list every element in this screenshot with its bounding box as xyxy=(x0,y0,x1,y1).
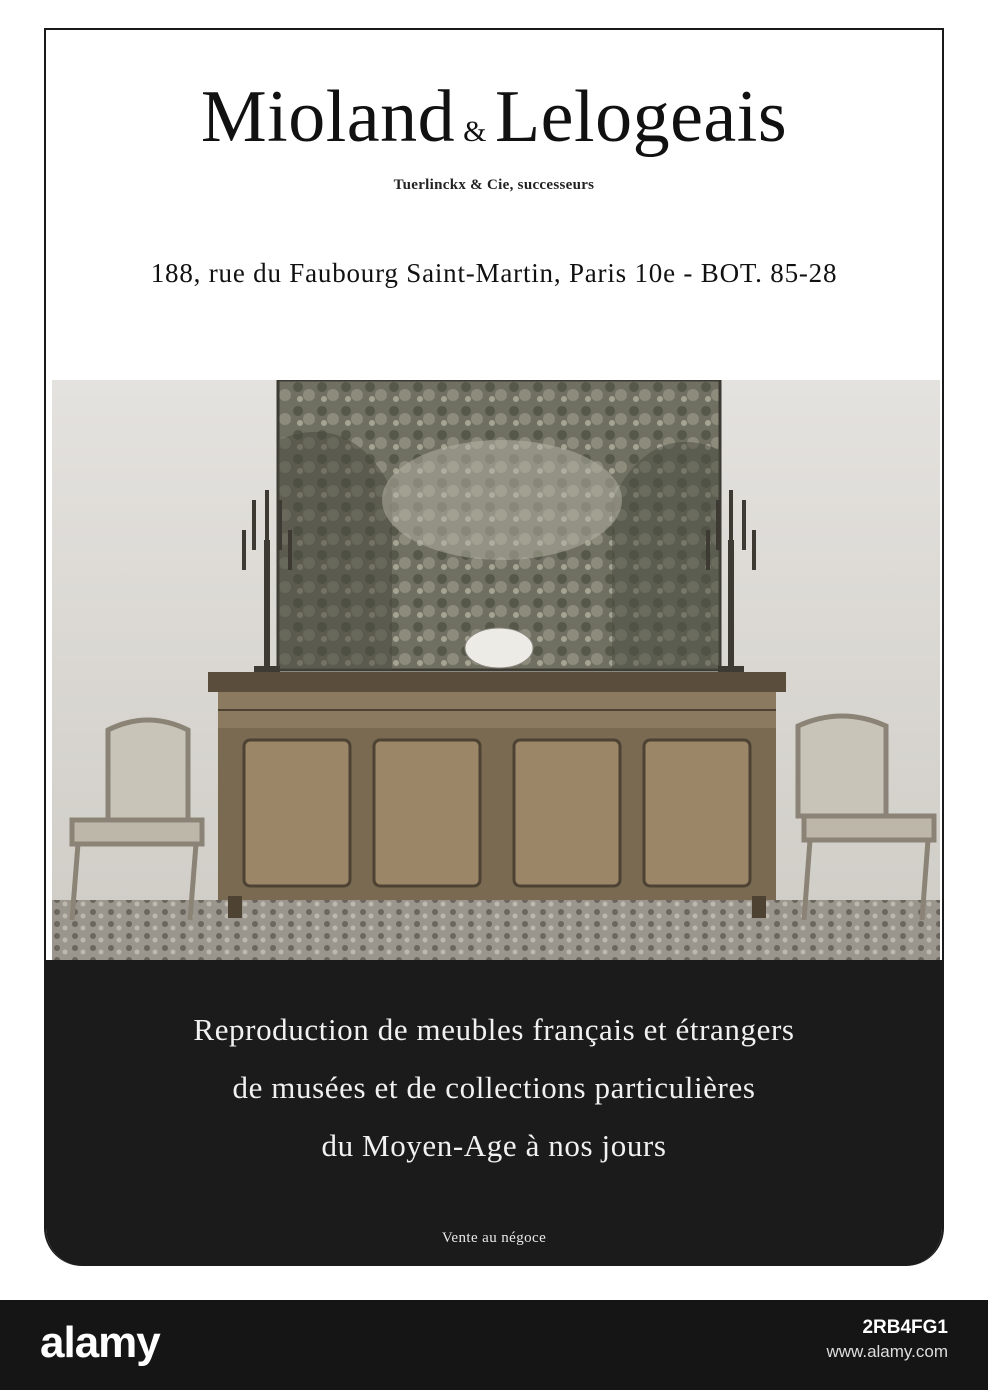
tagline-line-1: Reproduction de meubles français et étrangers xyxy=(193,1012,795,1047)
sideboard xyxy=(208,672,786,918)
image-id: 2RB4FG1 xyxy=(862,1317,948,1338)
successor-line: Tuerlinckx & Cie, successeurs xyxy=(393,177,595,193)
furniture-scene-illustration xyxy=(52,380,940,960)
furniture-photo xyxy=(52,380,940,960)
alamy-logo: alamy xyxy=(40,1318,160,1367)
address-line: 188, rue du Faubourg Saint-Martin, Paris 10e - BOT. 85-28 xyxy=(150,258,838,288)
stock-watermark-bar xyxy=(0,1300,988,1390)
brand-ampersand: & xyxy=(463,115,487,148)
tagline-line-2: de musées et de collections particulières xyxy=(232,1070,756,1105)
trade-sale-note: Vente au négoce xyxy=(441,1230,547,1246)
tureen xyxy=(465,628,533,668)
brand-title xyxy=(46,76,942,158)
brand-name-right: Lelogeais xyxy=(494,76,788,158)
watermark-url: www.alamy.com xyxy=(826,1341,948,1361)
image-id-block xyxy=(826,1316,948,1363)
caption-panel xyxy=(46,960,942,1266)
advertisement-frame xyxy=(44,28,944,1266)
tagline-line-3: du Moyen-Age à nos jours xyxy=(321,1128,667,1163)
brand-name-left: Mioland xyxy=(200,76,456,158)
